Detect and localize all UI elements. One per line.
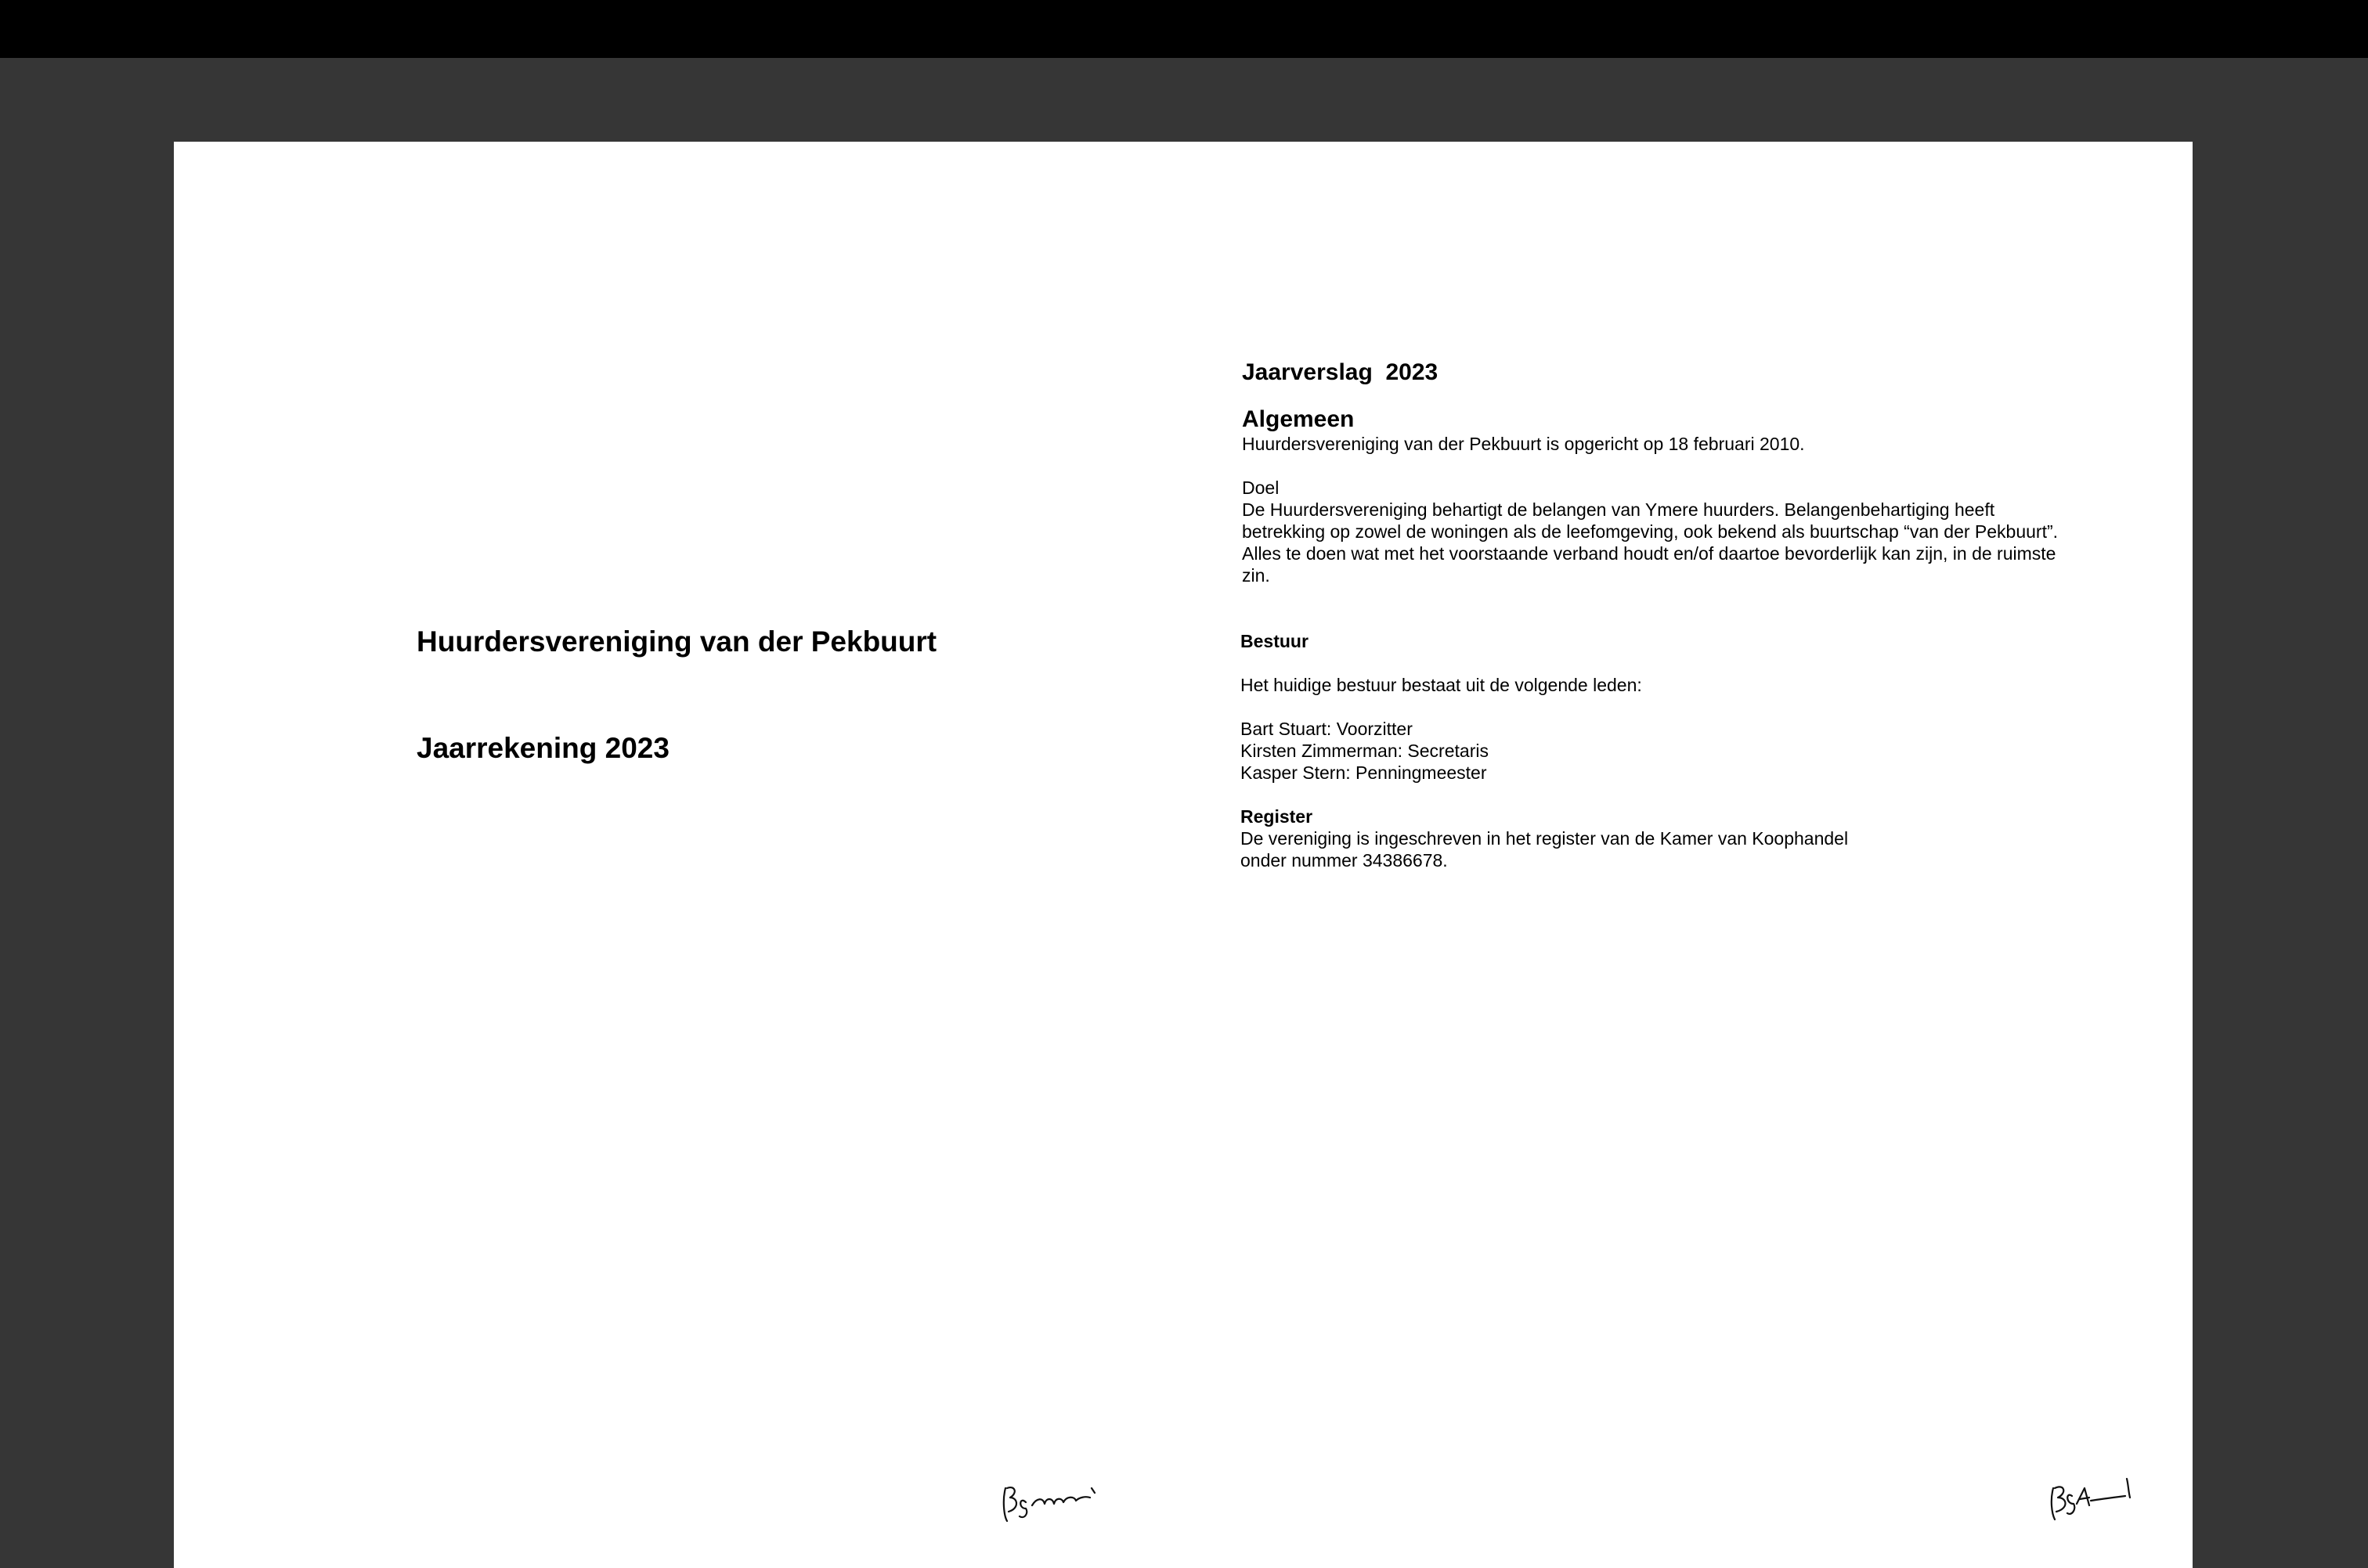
section-heading-algemeen: Algemeen (1242, 406, 1355, 432)
board-member: Kirsten Zimmerman: Secretaris (1240, 741, 1489, 761)
document-page (174, 142, 2193, 1568)
section-heading-doel: Doel (1242, 478, 1280, 498)
document-viewer[interactable] (0, 58, 2368, 1537)
board-member: Kasper Stern: Penningmeester (1240, 762, 1487, 783)
cover-title: Huurdersvereniging van der Pekbuurt (417, 625, 937, 658)
board-member: Bart Stuart: Voorzitter (1240, 719, 1413, 739)
register-text-line2: onder nummer 34386678. (1240, 850, 1448, 871)
cover-subtitle: Jaarrekening 2023 (417, 732, 670, 764)
doel-text: De Huurdersvereniging behartigt de belangen van Ymere huurders. Belangenbehartiging heeft betrekking op zowel de woningen als de leefomgeving, ook bekend als buurtschap “van der Pekbuurt”. Alles te doen wat met het voorstaande verband houdt en/of daartoe bevorderlijk kan zijn, in de ruimste zin. (1242, 499, 2059, 586)
report-title: Jaarverslag 2023 (1242, 359, 1438, 385)
register-text-line1: De vereniging is ingeschreven in het register van de Kamer van Koophandel (1240, 828, 1849, 849)
handwritten-signature-icon (980, 1457, 1121, 1527)
bestuur-intro: Het huidige bestuur bestaat uit de volgende leden: (1240, 675, 1642, 695)
section-heading-register: Register (1240, 806, 1313, 827)
algemeen-text: Huurdersvereniging van der Pekbuurt is opgericht op 18 februari 2010. (1242, 434, 1805, 454)
viewer-top-bar (0, 0, 2368, 58)
handwritten-signature-icon (2022, 1457, 2163, 1527)
annual-report-column (1240, 359, 2063, 871)
section-heading-bestuur: Bestuur (1240, 631, 1309, 651)
